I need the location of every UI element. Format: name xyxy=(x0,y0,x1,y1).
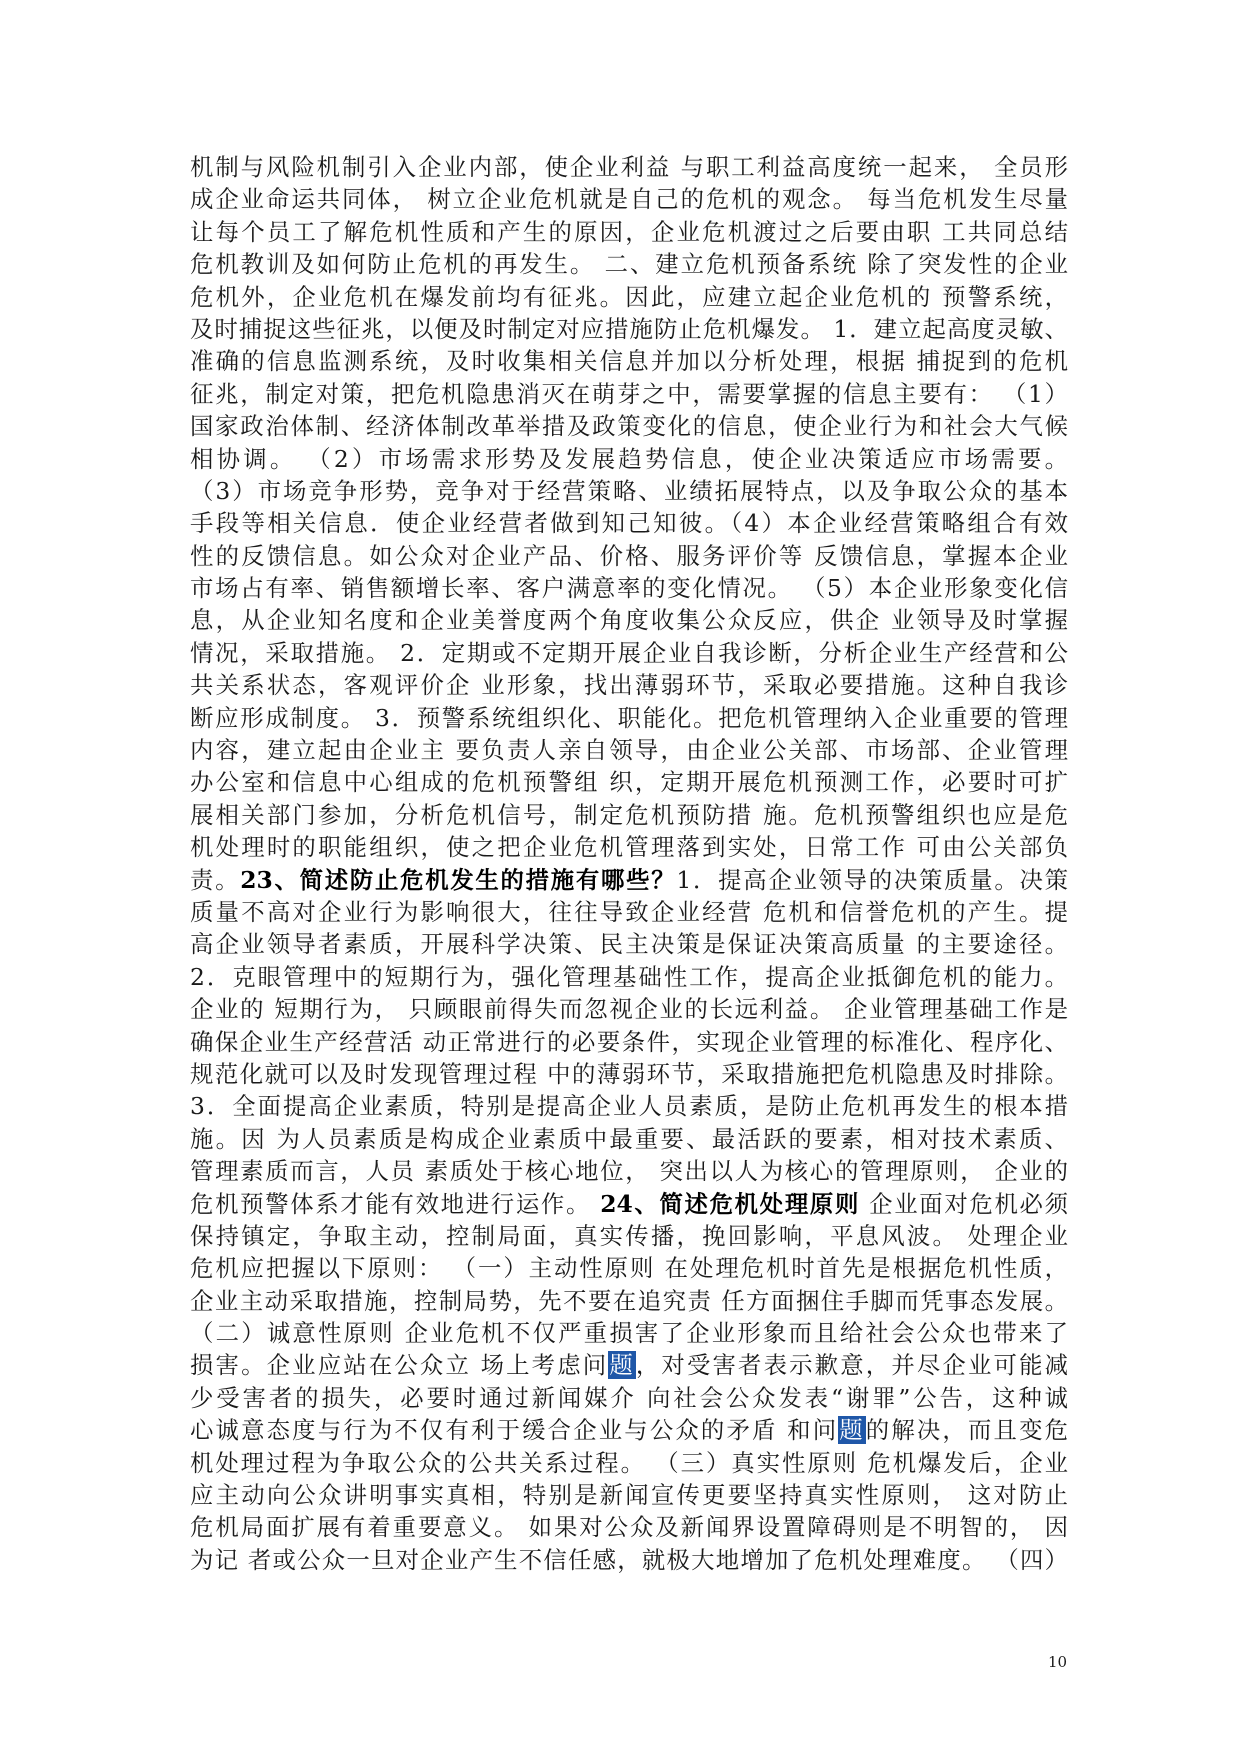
text-segment: 企业的 短期行为， 只顾眼前得失而忽视企业的长远利益。 企业管理基础工作是 xyxy=(190,995,1068,1024)
text-segment: 质量不高对企业行为影响很大，往往导致企业经营 危机和信誉危机的产生。提 xyxy=(190,897,1068,926)
text-line xyxy=(190,896,1068,928)
text-line xyxy=(190,410,1068,442)
text-segment: 相协调。 （2）市场需求形势及发展趋势信息，使企业决策适应市场需要。 xyxy=(190,444,1068,473)
text-segment: 为记 者或公众一旦对企业产生不信任感，就极大地增加了危机处理难度。 （四） xyxy=(190,1545,1068,1574)
text-line xyxy=(190,1058,1068,1090)
text-line xyxy=(190,637,1068,669)
question-heading: 23、简述防止危机发生的措施有哪些？ xyxy=(240,865,677,894)
search-highlight: 题 xyxy=(839,1416,865,1445)
text-segment: 责。 xyxy=(190,865,241,894)
text-segment: 内容，建立起由企业主 要负责人亲自领导，由企业公关部、市场部、企业管理 xyxy=(190,736,1068,765)
text-segment: 应主动向公众讲明事实真相，特别是新闻宣传更要坚持真实性原则， 这对防止 xyxy=(190,1481,1068,1510)
text-segment: 危机应把握以下原则： （一）主动性原则 在处理危机时首先是根据危机性质， xyxy=(190,1254,1068,1283)
text-segment: 危机预警体系才能有效地进行运作。 xyxy=(190,1189,601,1218)
text-segment: 危机局面扩展有着重要意义。 如果对公众及新闻界设置障碍则是不明智的， 因 xyxy=(190,1513,1068,1542)
text-segment: 高企业领导者素质，开展科学决策、民主决策是保证决策高质量 的主要途径。 xyxy=(190,930,1068,959)
text-line xyxy=(190,1382,1068,1414)
text-line xyxy=(190,993,1068,1025)
text-line xyxy=(190,669,1068,701)
text-line xyxy=(190,831,1068,863)
text-segment: 成企业命运共同体， 树立企业危机就是自己的危机的观念。 每当危机发生尽量 xyxy=(190,185,1068,214)
text-line xyxy=(190,313,1068,345)
text-segment: 让每个员工了解危机性质和产生的原因，企业危机渡过之后要由职 工共同总结 xyxy=(190,217,1068,246)
text-line xyxy=(190,378,1068,410)
page-number: 10 xyxy=(1048,1653,1068,1671)
text-segment: 少受害者的损失，必要时通过新闻媒介 向社会公众发表“谢罪”公告，这种诚 xyxy=(190,1383,1068,1412)
text-segment: 息，从企业知名度和企业美誉度两个角度收集公众反应，供企 业领导及时掌握 xyxy=(190,606,1068,635)
text-segment: 性的反馈信息。如公众对企业产品、价格、服务评价等 反馈信息，掌握本企业 xyxy=(190,541,1068,570)
body-text xyxy=(190,151,1068,1576)
text-segment: 2．克眼管理中的短期行为，强化管理基础性工作，提高企业抵御危机的能力。 xyxy=(190,962,1068,991)
text-line xyxy=(190,443,1068,475)
text-segment: 机制与风险机制引入企业内部，使企业利益 与职工利益高度统一起来， 全员形 xyxy=(190,153,1068,181)
text-segment: 3．全面提高企业素质，特别是提高企业人员素质，是防止危机再发生的根本措 xyxy=(190,1092,1068,1121)
text-line xyxy=(190,1188,1068,1220)
text-segment: ，对受害者表示歉意，并尽企业可能减 xyxy=(635,1351,1068,1380)
text-segment: 展相关部门参加，分析危机信号，制定危机预防措 施。危机预警组织也应是危 xyxy=(190,800,1068,829)
text-line xyxy=(190,151,1068,183)
text-line xyxy=(190,1220,1068,1252)
text-segment: 施。因 为人员素质是构成企业素质中最重要、最活跃的要素，相对技术素质、 xyxy=(190,1124,1068,1153)
text-line xyxy=(190,1349,1068,1381)
text-line xyxy=(190,1447,1068,1479)
text-segment: 机处理时的职能组织，使之把企业危机管理落到实处，日常工作 可由公关部负 xyxy=(190,833,1068,862)
text-segment: （二）诚意性原则 企业危机不仅严重损害了企业形象而且给社会公众也带来了 xyxy=(190,1319,1068,1348)
text-segment: 共关系状态，客观评价企 业形象，找出薄弱环节，采取必要措施。这种自我诊 xyxy=(190,671,1068,700)
text-segment: 确保企业生产经营活 动正常进行的必要条件，实现企业管理的标准化、程序化、 xyxy=(190,1027,1068,1056)
text-line xyxy=(190,766,1068,798)
text-line xyxy=(190,1090,1068,1122)
text-line xyxy=(190,1414,1068,1446)
text-segment: 市场占有率、销售额增长率、客户满意率的变化情况。 （5）本企业形象变化信 xyxy=(190,574,1068,603)
text-line xyxy=(190,540,1068,572)
text-segment: 办公室和信息中心组成的危机预警组 织，定期开展危机预测工作，必要时可扩 xyxy=(190,768,1068,797)
text-segment: 企业主动采取措施，控制局势，先不要在追究责 任方面捆住手脚而凭事态发展。 xyxy=(190,1286,1068,1315)
text-segment: 征兆，制定对策，把危机隐患消灭在萌芽之中，需要掌握的信息主要有： （1） xyxy=(190,379,1068,408)
text-line xyxy=(190,507,1068,539)
text-segment: 规范化就可以及时发现管理过程 中的薄弱环节，采取措施把危机隐患及时排除。 xyxy=(190,1059,1068,1088)
text-line xyxy=(190,475,1068,507)
text-segment: 心诚意态度与行为不仅有利于缓合企业与公众的矛盾 和问 xyxy=(190,1416,839,1445)
text-line xyxy=(190,1479,1068,1511)
text-segment: 管理素质而言，人员 素质处于核心地位， 突出以人为核心的管理原则， 企业的 xyxy=(190,1157,1068,1186)
text-line xyxy=(190,961,1068,993)
text-line xyxy=(190,702,1068,734)
text-segment: 1．提高企业领导的决策质量。决策 xyxy=(676,865,1068,894)
text-line xyxy=(190,248,1068,280)
question-heading: 24、简述危机处理原则 xyxy=(600,1189,861,1218)
text-segment: 危机外，企业危机在爆发前均有征兆。因此，应建立起企业危机的 预警系统， xyxy=(190,282,1068,311)
text-segment: 断应形成制度。 3．预警系统组织化、职能化。把危机管理纳入企业重要的管理 xyxy=(190,703,1068,732)
text-line xyxy=(190,1026,1068,1058)
text-line xyxy=(190,928,1068,960)
text-line xyxy=(190,1155,1068,1187)
text-line xyxy=(190,216,1068,248)
text-line xyxy=(190,864,1068,896)
text-segment: 国家政治体制、经济体制改革举措及政策变化的信息，使企业行为和社会大气候 xyxy=(190,412,1068,441)
text-line xyxy=(190,281,1068,313)
text-line xyxy=(190,1544,1068,1576)
text-segment: 情况，采取措施。 2．定期或不定期开展企业自我诊断，分析企业生产经营和公 xyxy=(190,638,1068,667)
text-segment: 手段等相关信息．使企业经营者做到知己知彼。（4）本企业经营策略组合有效 xyxy=(190,509,1068,538)
text-segment: （3）市场竞争形势，竞争对于经营策略、业绩拓展特点，以及争取公众的基本 xyxy=(190,476,1068,505)
search-highlight: 题 xyxy=(609,1351,635,1380)
text-segment: 保持镇定，争取主动，控制局面，真实传播，挽回影响，平息风波。 处理企业 xyxy=(190,1221,1068,1250)
text-line xyxy=(190,183,1068,215)
text-line xyxy=(190,1123,1068,1155)
text-line xyxy=(190,799,1068,831)
text-line xyxy=(190,572,1068,604)
text-segment: 损害。企业应站在公众立 场上考虑问 xyxy=(190,1351,609,1380)
text-segment: 的解决，而且变危 xyxy=(865,1416,1069,1445)
text-line xyxy=(190,1511,1068,1543)
text-segment: 机处理过程为争取公众的公共关系过程。 （三）真实性原则 危机爆发后，企业 xyxy=(190,1448,1068,1477)
text-segment: 企业面对危机必须 xyxy=(860,1189,1069,1218)
text-line xyxy=(190,734,1068,766)
text-line xyxy=(190,1252,1068,1284)
text-line xyxy=(190,1285,1068,1317)
text-line xyxy=(190,604,1068,636)
text-segment: 危机教训及如何防止危机的再发生。 二、建立危机预备系统 除了突发性的企业 xyxy=(190,250,1068,279)
text-line xyxy=(190,345,1068,377)
text-segment: 及时捕捉这些征兆，以便及时制定对应措施防止危机爆发。 1．建立起高度灵敏、 xyxy=(190,314,1068,343)
text-line xyxy=(190,1317,1068,1349)
text-segment: 准确的信息监测系统，及时收集相关信息并加以分析处理，根据 捕捉到的危机 xyxy=(190,347,1068,376)
